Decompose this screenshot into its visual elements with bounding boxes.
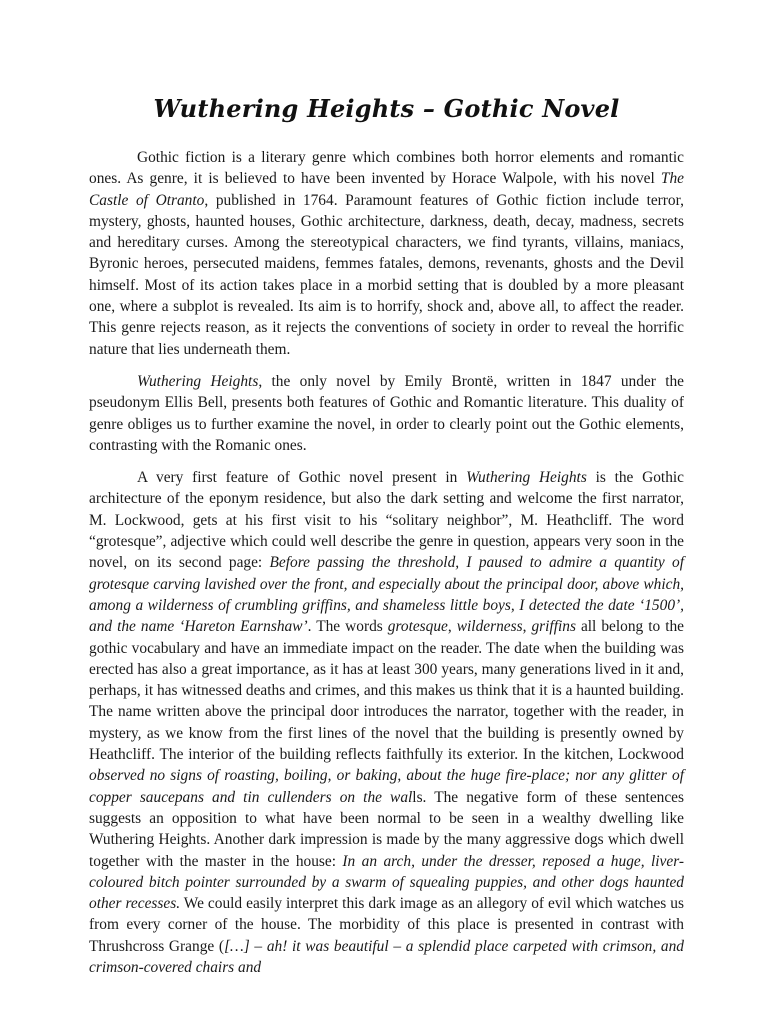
italic-text-run: observed no signs of roasting, boiling, or baking, about the huge fire-place; nor any glitter of copper saucepans and tin cullenders on the wal — [89, 767, 684, 806]
text-run: , — [522, 618, 532, 636]
text-run: ls. The negative form of these sentences suggests an opposition to what have been normal to be seen in a wealthy dwelling like Wuthering Heights. Another dark impression is made by the many aggressive dogs which dwell together with the master in the house: — [89, 788, 684, 870]
text-run: all belong to the gothic vocabulary and have an immediate impact on the reader. The date when the building was erected has also a great importance, as it has at least 300 years, many generations lived in it and, perhaps, it has witnessed deaths and crimes, and this makes us think that it is a haunted building. The name written above the principal door introduces the narrator, together with the reader, in mystery, as we know from the first lines of the novel that the building is presently owned by Heathcliff. The interior of the building reflects faithfully its exterior. In the kitchen, Lockwood — [89, 618, 684, 764]
italic-text-run: grotesque — [387, 618, 448, 636]
text-run: We could easily interpret this dark image as an allegory of evil which watches us from every corner of the house. The morbidity of this place is presented in contrast with Thrushcross Grange ( — [89, 895, 684, 955]
text-run: . The words — [307, 618, 388, 636]
italic-text-run: Wuthering Heights — [137, 372, 259, 390]
italic-text-run: wilderness — [456, 618, 523, 636]
paragraph — [89, 467, 684, 978]
italic-text-run: The Castle of Otranto — [89, 170, 684, 209]
italic-text-run: Wuthering Heights — [466, 469, 587, 487]
paragraph — [89, 371, 684, 456]
text-run: , — [447, 618, 457, 636]
italic-text-run: Before passing the threshold, I paused to admire a quantity of grotesque carving lavished over the front, and especially about the principal door, above which, among a wilderness of crumbling griffins, and shameless little boys, I detected the date ‘1500’, and the name ‘Hareton Earnshaw’ — [89, 554, 684, 636]
document-title: Wuthering Heights – Gothic Novel — [153, 94, 620, 123]
text-run: , the only novel by Emily Brontë, written in 1847 under the pseudonym Ellis Bell, presents both features of Gothic and Romantic literature. This duality of genre obliges us to further examine the novel, in order to clearly point out the Gothic elements, contrasting with the Romanic ones. — [89, 372, 684, 454]
text-run: Gothic fiction is a literary genre which combines both horror elements and romantic ones. As genre, it is believed to have been invented by Horace Walpole, with his novel — [89, 149, 684, 188]
text-run: , published in 1764. Paramount features of Gothic fiction include terror, mystery, ghosts, haunted houses, Gothic architecture, darkness, death, decay, madness, secrets and hereditary curses. Among the stereotypical characters, we find tyrants, villains, maniacs, Byronic heroes, persecuted maidens, femmes fatales, demons, revenants, ghosts and the Devil himself. Most of its action takes place in a morbid setting that is doubled by a more pleasant one, where a subplot is revealed. Its aim is to horrify, shock and, above all, to affect the reader. This genre rejects reason, as it rejects the conventions of society in order to reveal the horrific nature that lies underneath them. — [89, 191, 684, 358]
italic-text-run: griffins — [531, 618, 576, 636]
italic-text-run: In an arch, under the dresser, reposed a huge, liver-coloured bitch pointer surrounded by a swarm of squealing puppies, and other dogs haunted other recesses. — [89, 852, 684, 913]
italic-text-run: […] – ah! it was beautiful – a splendid place carpeted with crimson, and crimson-covered chairs and — [89, 937, 684, 976]
text-run: is the Gothic architecture of the eponym residence, but also the dark setting and welcome the first narrator, M. Lockwood, gets at his first visit to his “solitary neighbor”, M. Heathcliff. The word “grotesque”, adjective which could well describe the genre in question, appears very soon in the novel, on its second page: — [89, 469, 684, 572]
text-run: A very first feature of Gothic novel present in — [137, 469, 467, 487]
paragraph — [89, 147, 684, 360]
document-body — [89, 147, 684, 978]
